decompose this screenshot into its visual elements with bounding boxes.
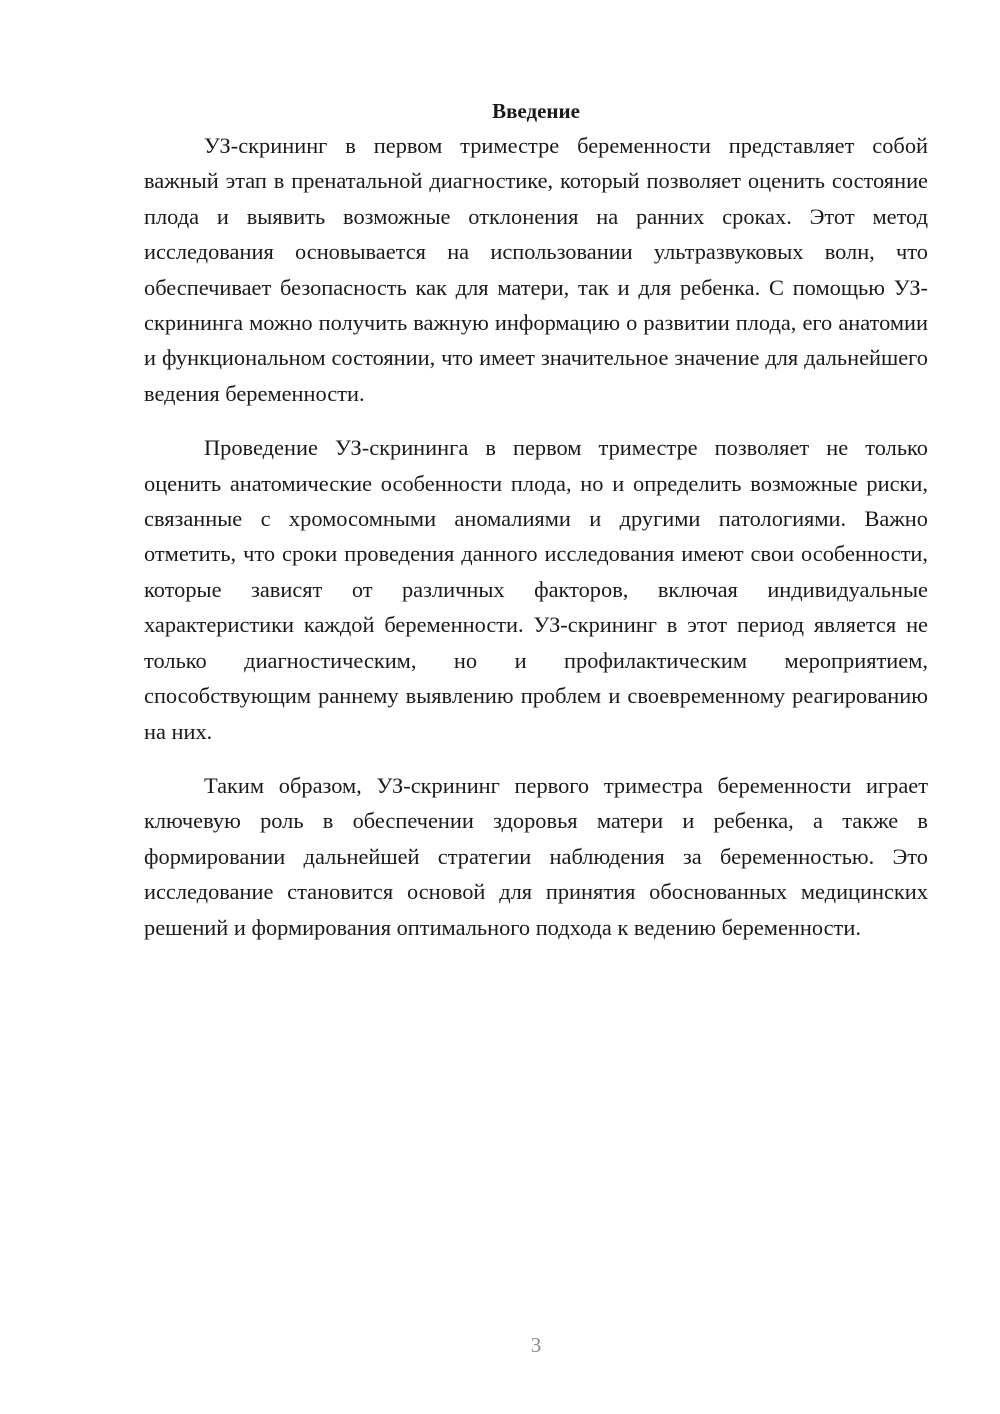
page-number: 3 [530, 1333, 542, 1357]
section-heading: Введение [492, 99, 580, 123]
paragraph-1: УЗ-скрининг в первом триместре беременности представляет собой важный этап в пренатальной диагностике, который позволяет оценить состояние плода и выявить возможные отклонения на ранних сроках. Этот метод исследования основывается на использовании ультразвуковых волн, что обеспечивает безопасность как для матери, так и для ребенка. С помощью УЗ-скрининга можно получить важную информацию о развитии плода, его анатомии и функциональном состоянии, что имеет значительное значение для дальнейшего ведения беременности. [144, 133, 928, 406]
paragraph-3: Таким образом, УЗ-скрининг первого триместра беременности играет ключевую роль в обеспечении здоровья матери и ребенка, а также в формировании дальнейшей стратегии наблюдения за беременностью. Это исследование становится основой для принятия обоснованных медицинских решений и формирования оптимального подхода к ведению беременности. [144, 772, 928, 940]
paragraph-2: Проведение УЗ-скрининга в первом триместре позволяет не только оценить анатомические особенности плода, но и определить возможные риски, связанные с хромосомными аномалиями и другими патологиями. Важно отметить, что сроки проведения данного исследования имеют свои особенности, которые зависят от различных факторов, включая индивидуальные характеристики каждой беременности. УЗ-скрининг в этот период является не только диагностическим, но и профилактическим мероприятием, способствующим раннему выявлению проблем и своевременному реагированию на них. [144, 435, 928, 744]
page-content [144, 96, 928, 945]
